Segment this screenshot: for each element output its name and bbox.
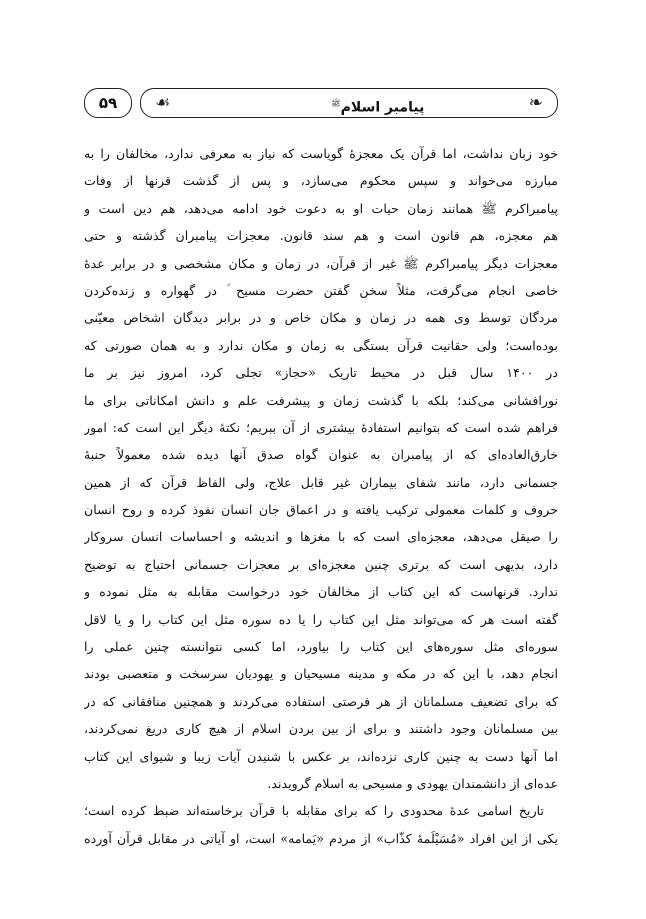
text-line: پیامبراکرم ﷺ همانند زمان حیات او به دعوت خود ادامه می‌دهد، هم دین است و	[84, 200, 558, 216]
text-line: حروف و کلمات معمولی ترکیب یافته و در اعماق جان انسان نفوذ کرده و روح انسان	[84, 502, 558, 518]
text-line: تاریخ اسامی عدهٔ محدودی را که برای مقابله با قرآن برخاسته‌اند ضبط کرده است؛	[84, 803, 544, 819]
text-line: بوده‌است؛ ولی حقانیت قرآن بستگی به زمان و مکان ندارد و به همان صورتی که	[84, 337, 558, 353]
text-line: خود زبان نداشت، اما قرآن یک معجزهٔ گویاست که نیاز به معرفی ندارد، مخالفان را به	[84, 146, 558, 161]
text-line: در ۱۴۰۰ سال قبل در محیط تاریک «حجاز» تجلی کرد، امروز نیز بر ما	[84, 365, 558, 381]
text-line: ندارد. قرنهاست که این کتاب از مخالفان خود درخواست مقابله به مثل نموده و	[84, 584, 558, 600]
text-line: انجام دهد، با این که در مکه و مدینه مسیحیان و یهودیان سرسخت و متعصبی بودند	[84, 666, 558, 682]
text-line: سوره‌ای مثل سوره‌های این کتاب را بیاورد، اما کسی نتوانسته چنین عملی را	[84, 639, 558, 655]
text-line: مردگان توسط وی همه در زمان و مکان خاص و در برابر دیدگان اشخاص معیّنی	[84, 310, 558, 326]
text-line: یکی از این افراد «مُسَیْلَمهٔ کذّاب» از مردم «یَمامه» است، او آیاتی در مقابل قرآن آورده	[84, 830, 558, 846]
text-line: بین مسلمانان وجود داشتند و برای از بین بردن اسلام از هیچ کاری دریغ نمی‌کردند،	[84, 721, 558, 737]
text-line: خاصی انجام می‌گرفت، مثلاً سخن گفتن حضرت مسیح ؑ در گهواره و زنده‌کردن	[84, 282, 558, 298]
text-line: مبارزه می‌خواند و سپس محکوم می‌سازد، و پس از گذشت قرنها از وفات	[84, 173, 558, 189]
text-line: دارد، بدیهی است که برتری چنین معجزه‌ای بر معجزات جسمانی احتیاج به توضیح	[84, 556, 558, 572]
page-number: ۵۹	[84, 88, 132, 118]
ornament-left-icon: ☙	[155, 93, 171, 113]
text-line: هم معجزه، هم قانون است و هم سند قانون. معجزات پیامبران گذشته و حتی	[84, 228, 558, 244]
text-line: اما آنها دست به چنین کاری نزده‌اند، بر عکس با شنیدن آیات زیبا و شیوای این کتاب	[84, 748, 558, 764]
page-header	[84, 88, 558, 120]
text-line: جسمانی دارد، مانند شفای بیماران غیر قابل علاج، ولی الفاظ قرآن که از همین	[84, 474, 558, 490]
text-line: گفته است هر که می‌تواند مثل این کتاب را یا ده سوره مثل این کتاب را و یا لاقل	[84, 611, 558, 627]
body-text	[84, 140, 558, 852]
running-title	[331, 94, 424, 118]
text-line: فراهم شده است که بتوانیم استفادهٔ بیشتری از آن ببریم؛ نکتهٔ دیگر این است که: امور	[84, 419, 558, 435]
text-line: عده‌ای از دانشمندان یهودی و مسیحی به اسلام گرویدند.	[267, 775, 558, 791]
text-line: نورافشانی می‌کند؛ بلکه با گذشت زمان و پیشرفت علم و دانش امکاناتی برای ما	[84, 392, 558, 408]
text-line: خارق‌العاده‌ای که از پیامبران به عنوان گواه صدق آنها دیده شده معمولاً جنبهٔ	[84, 447, 558, 463]
title-honorific: ﷺ	[331, 99, 341, 108]
running-title-text: پیامبر اسلام	[340, 99, 425, 116]
running-title-box	[140, 88, 558, 118]
text-line: معجزات دیگر پیامبراکرم ﷺ غیر از قرآن، در زمان و مکان مشخصی و در برابر عدهٔ	[84, 255, 558, 271]
text-line: را صیقل می‌دهد، معجزه‌ای است که با مغزها و اندیشه و احساسات انسان سروکار	[84, 529, 558, 545]
text-line: که برای تضعیف مسلمانان از هر فرصتی استفاده می‌کردند و همچنین منافقانی که در	[84, 693, 558, 709]
ornament-right-icon: ❧	[528, 93, 543, 113]
